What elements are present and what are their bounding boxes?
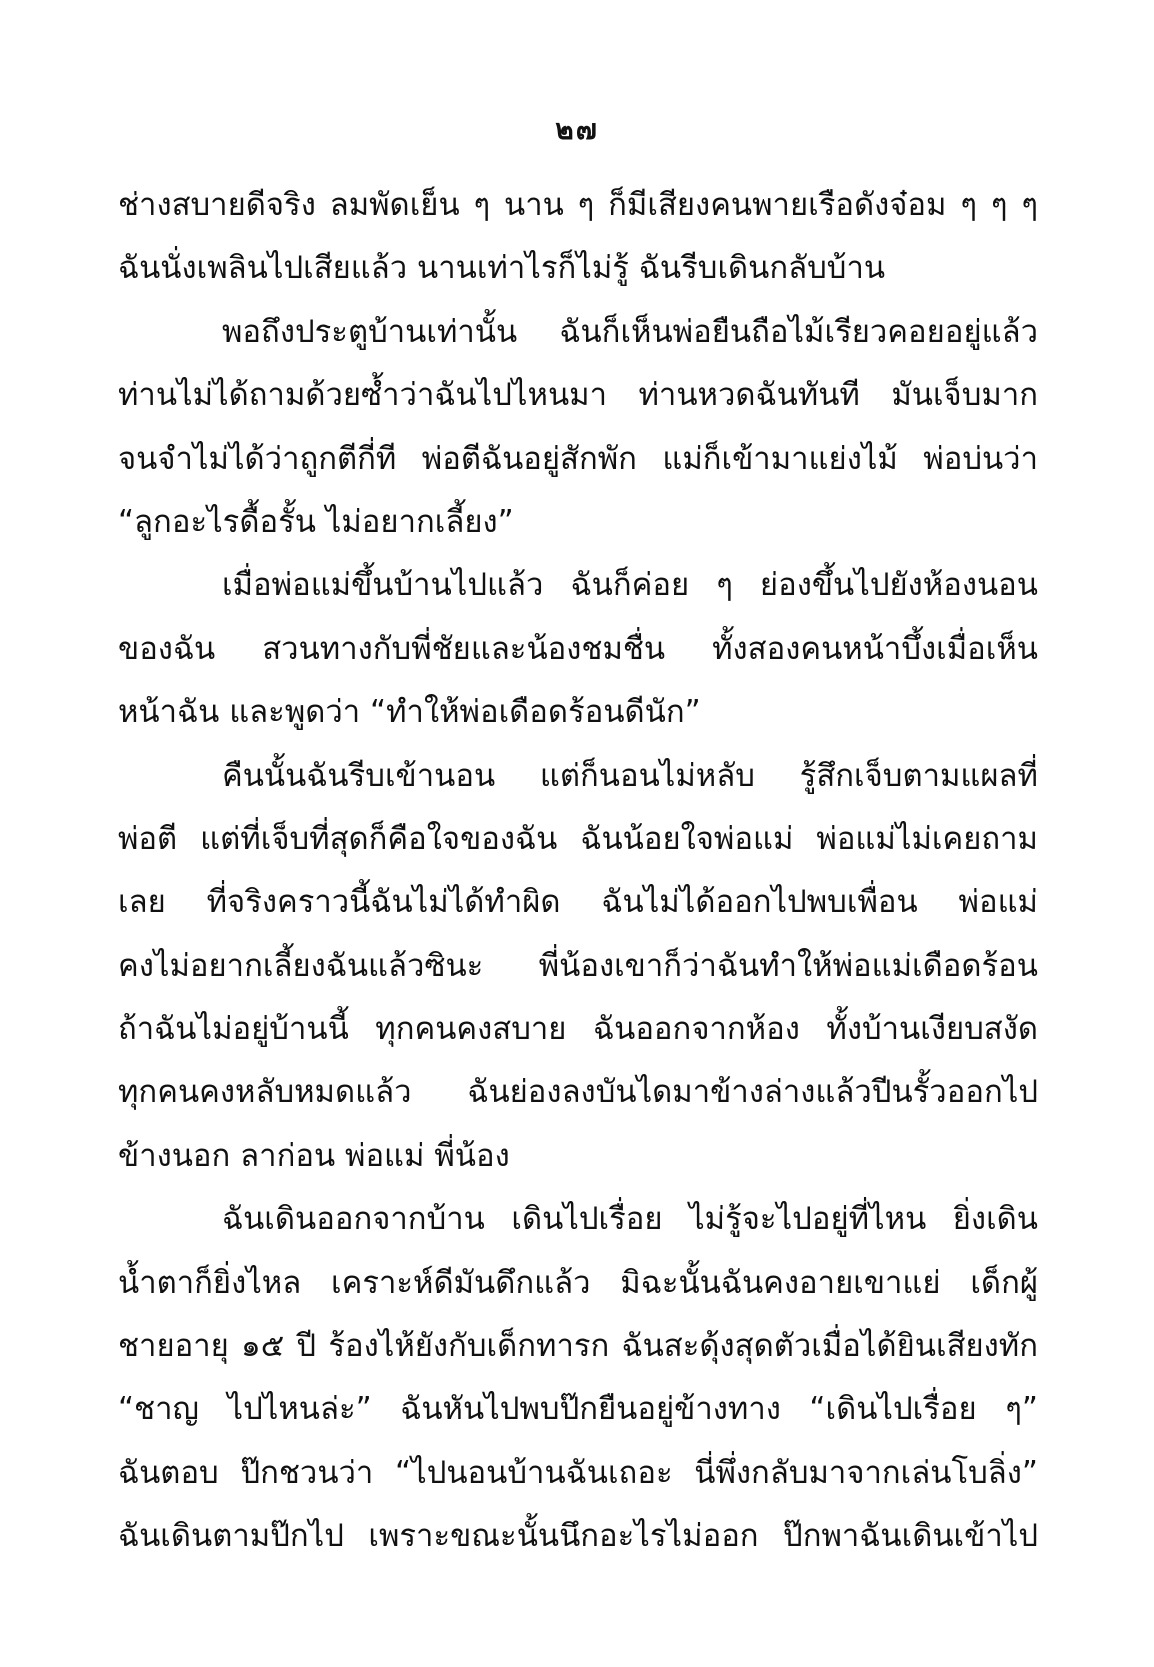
- text-line: “ชาญ ไปไหนล่ะ” ฉันหันไปพบป๊กยืนอยู่ข้างทาง “เดินไปเรื่อย ๆ”: [118, 1391, 1038, 1428]
- text-line: หน้าฉัน และพูดว่า “ทำให้พ่อเดือดร้อนดีนัก”: [118, 694, 701, 731]
- text-line: “ลูกอะไรดื้อรั้น ไม่อยากเลี้ยง”: [118, 503, 514, 540]
- text-line: ช่างสบายดีจริง ลมพัดเย็น ๆ นาน ๆ ก็มีเสียงคนพายเรือดังจ๋อม ๆ ๆ ๆ: [118, 187, 1038, 223]
- text-line: พอถึงประตูบ้านเท่านั้น ฉันก็เห็นพ่อยืนถือไม้เรียวคอยอยู่แล้ว: [222, 313, 1038, 350]
- text-line: คืนนั้นฉันรีบเข้านอน แต่ก็นอนไม่หลับ รู้สึกเจ็บตามแผลที่: [222, 757, 1038, 794]
- text-line: คงไม่อยากเลี้ยงฉันแล้วซินะ พี่น้องเขาก็ว่าฉันทำให้พ่อแม่เดือดร้อน: [118, 947, 1038, 984]
- text-line: เลย ที่จริงคราวนี้ฉันไม่ได้ทำผิด ฉันไม่ได้ออกไปพบเพื่อน พ่อแม่: [118, 884, 1038, 921]
- body-text: [118, 174, 1038, 1569]
- page-number: ๒๗: [555, 113, 599, 146]
- text-line: ถ้าฉันไม่อยู่บ้านนี้ ทุกคนคงสบาย ฉันออกจากห้อง ทั้งบ้านเงียบสงัด: [118, 1011, 1038, 1048]
- text-line: ข้างนอก ลาก่อน พ่อแม่ พี่น้อง: [118, 1137, 510, 1174]
- text-line: เมื่อพ่อแม่ขึ้นบ้านไปแล้ว ฉันก็ค่อย ๆ ย่องขึ้นไปยังห้องนอน: [222, 567, 1038, 604]
- text-line: น้ำตาก็ยิ่งไหล เคราะห์ดีมันดึกแล้ว มิฉะนั้นฉันคงอายเขาแย่ เด็กผู้: [118, 1264, 1038, 1301]
- text-line: ฉันเดินตามป๊กไป เพราะขณะนั้นนึกอะไรไม่ออก ป๊กพาฉันเดินเข้าไป: [118, 1518, 1038, 1555]
- text-line: พ่อตี แต่ที่เจ็บที่สุดก็คือใจของฉัน ฉันน้อยใจพ่อแม่ พ่อแม่ไม่เคยถาม: [118, 820, 1038, 857]
- text-line: ฉันเดินออกจากบ้าน เดินไปเรื่อย ไม่รู้จะไปอยู่ที่ไหน ยิ่งเดิน: [222, 1201, 1038, 1238]
- text-line: ของฉัน สวนทางกับพี่ชัยและน้องชมชื่น ทั้งสองคนหน้าบึ้งเมื่อเห็น: [118, 630, 1038, 667]
- text-line: ฉันตอบ ป๊กชวนว่า “ไปนอนบ้านฉันเถอะ นี่พึ่งกลับมาจากเล่นโบลิ่ง”: [118, 1454, 1038, 1491]
- text-line: ท่านไม่ได้ถามด้วยซ้ำว่าฉันไปไหนมา ท่านหวดฉันทันที มันเจ็บมาก: [118, 377, 1038, 414]
- text-line: ชายอายุ ๑๕ ปี ร้องไห้ยังกับเด็กทารก ฉันสะดุ้งสุดตัวเมื่อได้ยินเสียงทัก: [118, 1328, 1038, 1365]
- text-line: จนจำไม่ได้ว่าถูกตีกี่ที พ่อตีฉันอยู่สักพัก แม่ก็เข้ามาแย่งไม้ พ่อบ่นว่า: [118, 440, 1038, 477]
- text-line: ทุกคนคงหลับหมดแล้ว ฉันย่องลงบันไดมาข้างล่างแล้วปีนรั้วออกไป: [118, 1074, 1038, 1111]
- text-line: ฉันนั่งเพลินไปเสียแล้ว นานเท่าไรก็ไม่รู้ ฉันรีบเดินกลับบ้าน: [118, 250, 886, 287]
